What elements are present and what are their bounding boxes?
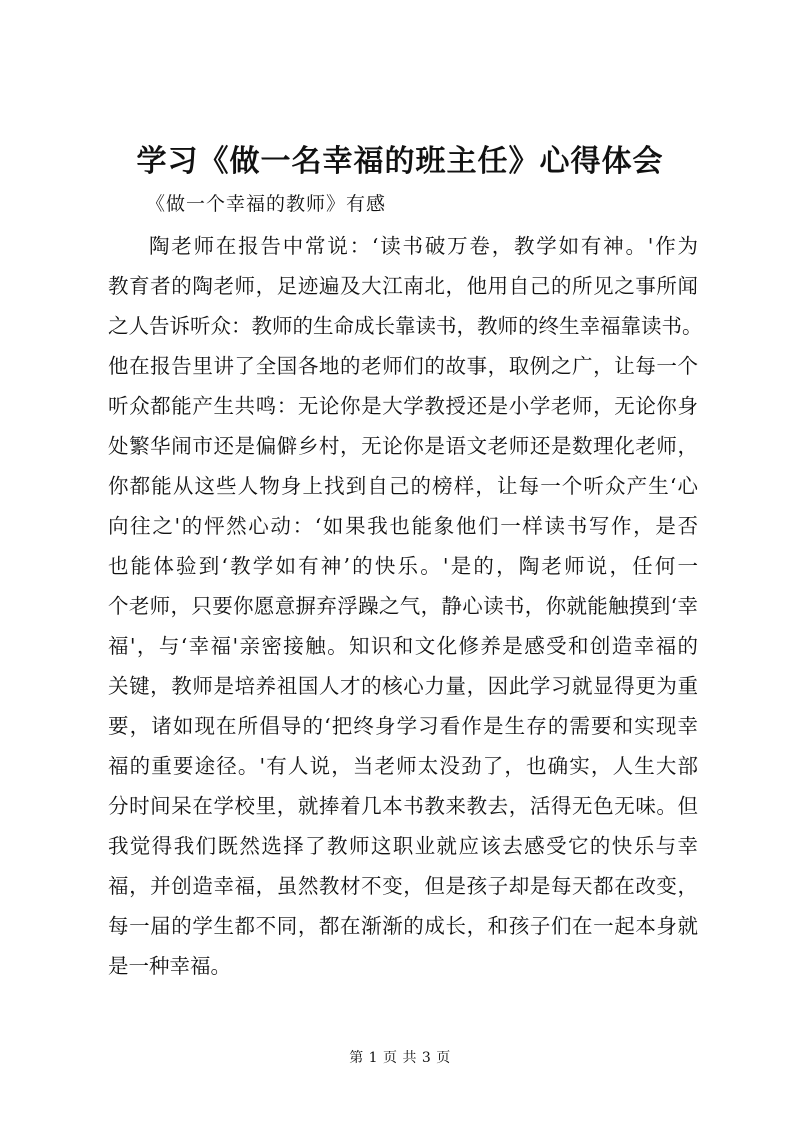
paragraph-line: 福'，与‘幸福'亲密接触。知识和文化修养是感受和创造幸福的 — [108, 634, 698, 658]
paragraph-line: 福的重要途径。'有人说，当老师太没劲了，也确实，人生大部 — [108, 754, 698, 778]
document-title: 学习《做一名幸福的班主任》心得体会 — [136, 144, 664, 179]
paragraph-line: 分时间呆在学校里，就捧着几本书教来教去，活得无色无味。但 — [108, 794, 698, 818]
paragraph-line: 你都能从这些人物身上找到自己的榜样，让每一个听众产生‘心 — [108, 474, 698, 498]
paragraph-line: 是一种幸福。 — [108, 954, 231, 978]
document-subtitle: 《做一个幸福的教师》有感 — [146, 193, 387, 215]
paragraph-line: 听众都能产生共鸣：无论你是大学教授还是小学老师，无论你身 — [108, 394, 698, 418]
page-number: 第 1 页 共 3 页 — [349, 1050, 451, 1066]
paragraph-line: 教育者的陶老师，足迹遍及大江南北，他用自己的所见之事所闻 — [108, 274, 698, 298]
paragraph-line: 关键，教师是培养祖国人才的核心力量，因此学习就显得更为重 — [108, 674, 698, 698]
paragraph-line: 我觉得我们既然选择了教师这职业就应该去感受它的快乐与幸 — [108, 834, 698, 858]
paragraph-line: 向往之'的怦然心动：‘如果我也能象他们一样读书写作，是否 — [108, 514, 698, 538]
paragraph-line: 他在报告里讲了全国各地的老师们的故事，取例之广，让每一个 — [108, 354, 698, 378]
body-paragraph — [108, 226, 703, 986]
paragraph-line: 福，并创造幸福，虽然教材不变，但是孩子却是每天都在改变， — [108, 874, 698, 898]
paragraph-line: 处繁华闹市还是偏僻乡村，无论你是语文老师还是数理化老师， — [108, 434, 698, 458]
paragraph-line: 也能体验到‘教学如有神’的快乐。'是的，陶老师说，任何一 — [108, 554, 698, 578]
paragraph-line: 每一届的学生都不同，都在渐渐的成长，和孩子们在一起本身就 — [108, 914, 698, 938]
paragraph-line: 要，诸如现在所倡导的‘把终身学习看作是生存的需要和实现幸 — [108, 714, 698, 738]
paragraph-line: 陶老师在报告中常说：‘读书破万卷，教学如有神。'作为 — [149, 234, 698, 258]
paragraph-line: 之人告诉听众：教师的生命成长靠读书，教师的终生幸福靠读书。 — [108, 314, 703, 338]
paragraph-line: 个老师，只要你愿意摒弃浮躁之气，静心读书，你就能触摸到‘幸 — [108, 594, 698, 618]
